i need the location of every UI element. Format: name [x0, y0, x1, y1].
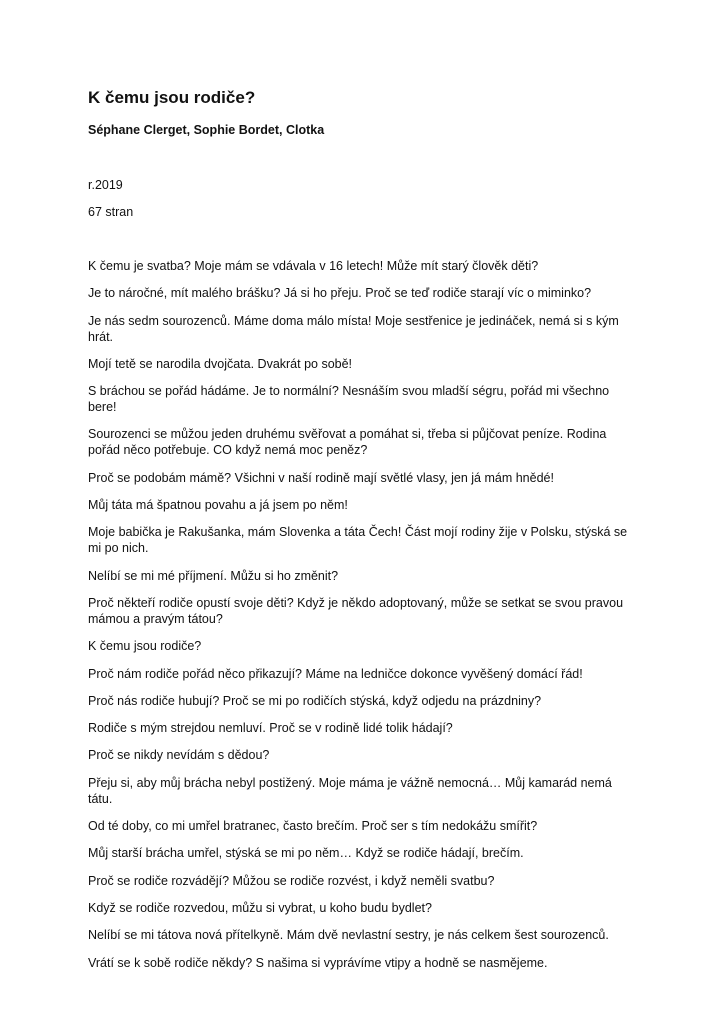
paragraph: K čemu jsou rodiče? [88, 639, 202, 654]
book-authors: Séphane Clerget, Sophie Bordet, Clotka [88, 123, 325, 137]
page-count: 67 stran [88, 205, 134, 219]
paragraph: Rodiče s mým strejdou nemluví. Proč se v rodině lidé tolik hádají? [88, 721, 453, 736]
paragraph: Proč se rodiče rozvádějí? Můžou se rodiče rozvést, i když neměli svatbu? [88, 873, 495, 888]
paragraph: Můj táta má špatnou povahu a já jsem po něm! [88, 498, 348, 513]
paragraph: Mojí tetě se narodila dvojčata. Dvakrát po sobě! [88, 356, 353, 371]
paragraph: Proč se nikdy nevídám s dědou? [88, 748, 270, 763]
paragraph: Je nás sedm sourozenců. Máme doma málo místa! Moje sestřenice je jedináček, nemá si s kým hrát. [88, 313, 619, 344]
paragraph: Vrátí se k sobě rodiče někdy? S našima si vyprávíme vtipy a hodně se nasmějeme. [88, 955, 548, 970]
book-title: K čemu jsou rodiče? [88, 88, 256, 107]
publication-year: r.2019 [88, 178, 123, 192]
paragraph: Proč nám rodiče pořád něco přikazují? Máme na ledničce dokonce vyvěšený domácí řád! [88, 666, 583, 681]
paragraph: Proč někteří rodiče opustí svoje děti? Když je někdo adoptovaný, může se setkat se svou pravou mámou a pravým tátou? [88, 595, 624, 626]
paragraph: Přeju si, aby můj brácha nebyl postižený. Moje máma je vážně nemocná… Můj kamarád nemá tátu. [88, 775, 612, 806]
paragraph: Nelíbí se mi mé příjmení. Můžu si ho změnit? [88, 568, 339, 583]
paragraph: Když se rodiče rozvedou, můžu si vybrat, u koho budu bydlet? [88, 900, 432, 915]
paragraph: Proč nás rodiče hubují? Proč se mi po rodičích stýská, když odjedu na prázdniny? [88, 693, 542, 708]
paragraph: Je to náročné, mít malého brášku? Já si ho přeju. Proč se teď rodiče starají víc o miminko? [88, 286, 592, 301]
paragraph: Nelíbí se mi tátova nová přítelkyně. Mám dvě nevlastní sestry, je nás celkem šest sourozenců. [88, 928, 609, 943]
paragraph: Moje babička je Rakušanka, mám Slovenka a táta Čech! Část mojí rodiny žije v Polsku, stýská se mi po nich. [88, 525, 628, 556]
paragraph: Můj starší brácha umřel, stýská se mi po něm… Když se rodiče hádají, brečím. [88, 846, 524, 861]
paragraph: Od té doby, co mi umřel bratranec, často brečím. Proč ser s tím nedokážu smířit? [88, 819, 538, 834]
paragraph: Sourozenci se můžou jeden druhému svěřovat a pomáhat si, třeba si půjčovat peníze. Rodina pořád něco potřebuje. CO když nemá moc peněz? [88, 427, 607, 458]
paragraph: K čemu je svatba? Moje mám se vdávala v 16 letech! Může mít starý člověk děti? [88, 259, 539, 273]
paragraph: Proč se podobám mámě? Všichni v naší rodině mají světlé vlasy, jen já mám hnědé! [88, 470, 554, 485]
paragraph: S bráchou se pořád hádáme. Je to normální? Nesnáším svou mladší ségru, pořád mi všechno bere! [88, 384, 610, 415]
paragraph-list [88, 258, 633, 982]
